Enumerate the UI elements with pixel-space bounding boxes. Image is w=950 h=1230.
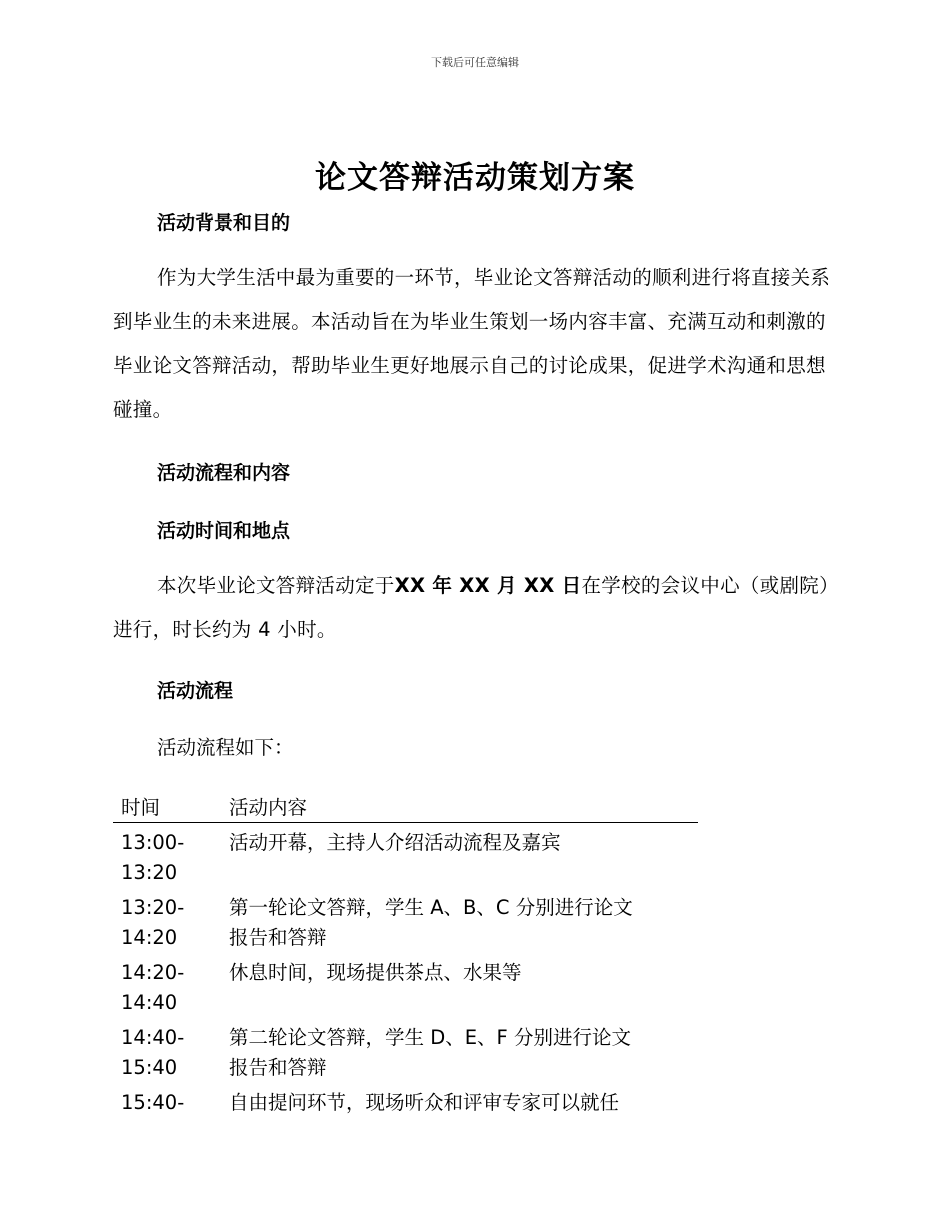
section-heading-process: 活动流程和内容 [157, 462, 291, 484]
time-place-text-before: 本次毕业论文答辩活动定于 [157, 574, 395, 597]
row-time: 14:40- 15:40 [121, 1026, 185, 1079]
section-heading-background: 活动背景和目的 [157, 212, 291, 234]
time-place-text-after: 在学校的会议中心（或剧院）进行，时长约为 4 小时。 [113, 574, 830, 641]
row-time: 13:20- 14:20 [121, 896, 185, 949]
table-row [113, 1088, 698, 1118]
table-row [113, 958, 698, 1018]
background-paragraph: 作为大学生活中最为重要的一环节，毕业论文答辩活动的顺利进行将直接关系到毕业生的未来进展。本活动旨在为毕业生策划一场内容丰富、充满互动和刺激的毕业论文答辩活动，帮助毕业生更好地展示自己的讨论成果，促进学术沟通和思想碰撞。 [113, 266, 831, 421]
schedule-table [113, 790, 698, 1118]
time-place-paragraph [113, 564, 835, 652]
section-heading-flow: 活动流程 [157, 680, 234, 702]
row-time: 14:20- 14:40 [121, 961, 185, 1014]
schedule-header-row [113, 790, 698, 823]
row-activity: 休息时间，现场提供茶点、水果等 [229, 961, 522, 984]
flow-lead-text: 活动流程如下： [157, 736, 294, 759]
row-activity: 自由提问环节，现场听众和评审专家可以就任 [229, 1091, 620, 1114]
row-activity: 活动开幕，主持人介绍活动流程及嘉宾 [229, 831, 561, 854]
table-row [113, 893, 698, 953]
page-header-note: 下载后可任意编辑 [431, 56, 519, 69]
row-time: 13:00- 13:20 [121, 831, 185, 884]
row-time: 15:40- [121, 1091, 185, 1114]
header-activity: 活动内容 [229, 796, 308, 819]
section-heading-time-place: 活动时间和地点 [157, 520, 291, 542]
event-date: XX 年 XX 月 XX 日 [394, 574, 582, 597]
table-row [113, 1023, 698, 1083]
header-time: 时间 [121, 796, 161, 819]
row-activity: 第一轮论文答辩，学生 A、B、C 分别进行论文 报告和答辩 [229, 896, 633, 949]
row-activity: 第二轮论文答辩，学生 D、E、F 分别进行论文 报告和答辩 [229, 1026, 631, 1079]
table-row [113, 828, 698, 888]
document-title: 论文答辩活动策划方案 [315, 160, 635, 196]
